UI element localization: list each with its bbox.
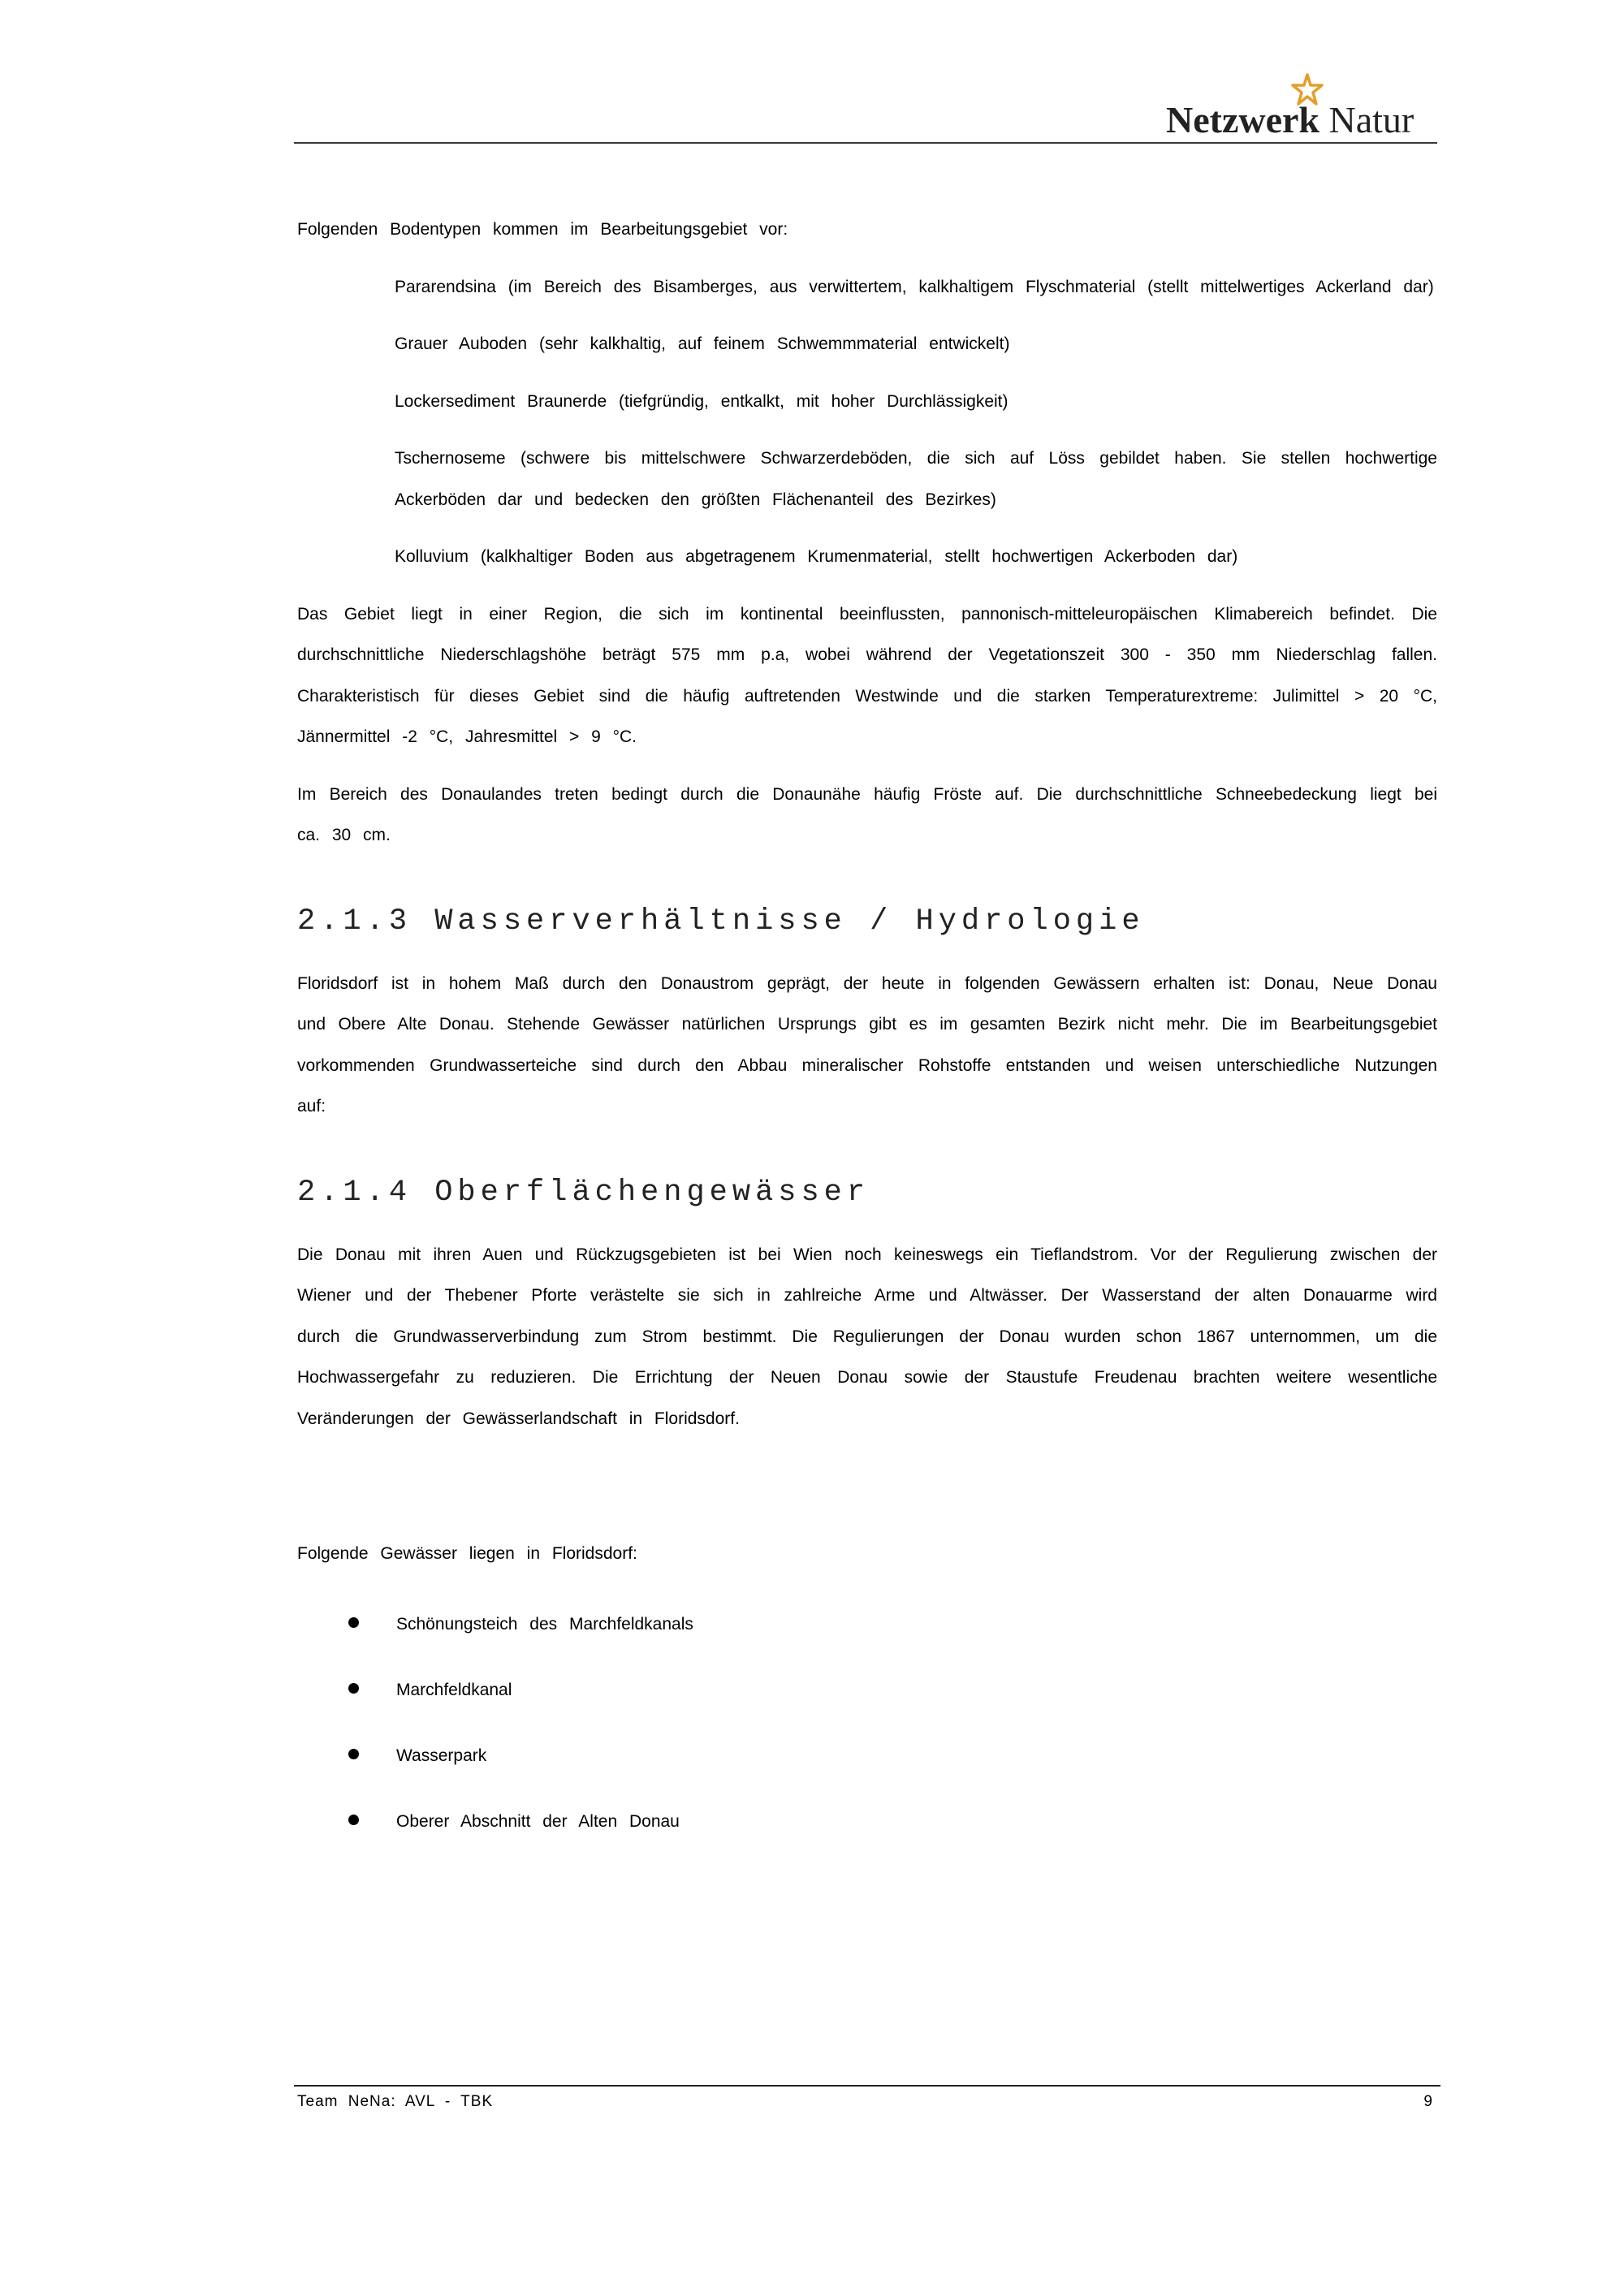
soil-type-item: Grauer Auboden (sehr kalkhaltig, auf feinem Schwemmmaterial entwickelt) (395, 334, 1010, 353)
header-divider (294, 142, 1437, 144)
list-item-label: Schönungsteich des Marchfeldkanals (396, 1614, 693, 1634)
page-header (294, 65, 1437, 144)
document-body (297, 209, 1437, 1854)
list-item-label: Marchfeldkanal (396, 1680, 512, 1699)
page-number: 9 (1423, 2093, 1432, 2110)
spacer (297, 1456, 1437, 1534)
section-heading-hydrologie: 2.1.3 Wasserverhältnisse / Hydrologie (297, 904, 1145, 939)
soil-type-item: Lockersediment Braunerde (tiefgründig, entkalkt, mit hoher Durchlässigkeit) (395, 391, 1009, 411)
oberflaechengewaesser-paragraph: Die Donau mit ihren Auen und Rückzugsgebieten ist bei Wien noch keineswegs ein Tieflandstrom. Vor der Regulierung zwischen der Wiener und der Thebener Pforte verästelte sie sich in zahlreiche Arme und Altwässer. Der Wasserstand der alten Donauarme wird durch die Grundwasserverbindung zum Strom bestimmt. Die Regulierungen der Donau wurden schon 1867 unternommen, um die Hochwassergefahr zu reduzieren. Die Errichtung der Neuen Donau sowie der Staustufe Freudenau brachten weitere wesentliche Veränderungen der Gewässerlandschaft in Floridsdorf. (297, 1245, 1437, 1428)
logo-wordmark (1166, 100, 1414, 140)
list-item (297, 1789, 1437, 1854)
bullet-icon (348, 1617, 359, 1628)
footer-divider (294, 2085, 1440, 2087)
list-item-label: Oberer Abschnitt der Alten Donau (396, 1811, 680, 1831)
climate-paragraph: Das Gebiet liegt in einer Region, die sich im kontinental beeinflussten, pannonisch-mitteleuropäischen Klimabereich befindet. Die durchschnittliche Niederschlagshöhe beträgt 575 mm p.a, wobei während der Vegetationszeit 300 - 350 mm Niederschlag fallen. Charakteristisch für dieses Gebiet sind die häufig auftretenden Westwinde und die starken Temperaturextreme: Julimittel > 20 °C, Jännermittel -2 °C, Jahresmittel > 9 °C. (297, 604, 1437, 746)
logo-text-bold: Netzwerk (1166, 99, 1320, 140)
netzwerk-natur-logo (1166, 71, 1426, 140)
bullet-icon (348, 1683, 359, 1694)
page-footer (294, 2085, 1440, 2117)
section-heading-oberflaechengewaesser: 2.1.4 Oberflächengewässer (297, 1175, 870, 1210)
waters-list-intro: Folgende Gewässer liegen in Floridsdorf: (297, 1544, 637, 1563)
list-item (297, 1657, 1437, 1723)
list-item (297, 1723, 1437, 1789)
bullet-icon (348, 1815, 359, 1825)
list-item-label: Wasserpark (396, 1746, 487, 1765)
footer-team-label: Team NeNa: AVL - TBK (297, 2093, 494, 2110)
soil-intro: Folgenden Bodentypen kommen im Bearbeitungsgebiet vor: (297, 220, 788, 239)
soil-type-item: Pararendsina (im Bereich des Bisamberges, aus verwittertem, kalkhaltigem Flyschmaterial (stellt mittelwertiges Ackerland dar) (395, 277, 1434, 296)
soil-type-item: Tschernoseme (schwere bis mittelschwere Schwarzerdeböden, die sich auf Löss gebildet haben. Sie stellen hochwertige Ackerböden dar und bedecken den größten Flächenanteil des Bezirkes) (395, 449, 1437, 509)
list-item (297, 1591, 1437, 1657)
bullet-icon (348, 1749, 359, 1759)
soil-type-item: Kolluvium (kalkhaltiger Boden aus abgetragenem Krumenmaterial, stellt hochwertigen Ackerboden dar) (395, 547, 1238, 566)
hydrologie-paragraph: Floridsdorf ist in hohem Maß durch den Donaustrom geprägt, der heute in folgenden Gewässern erhalten ist: Donau, Neue Donau und Obere Alte Donau. Stehende Gewässer natürlichen Ursprungs gibt es im gesamten Bezirk nicht mehr. Die im Bearbeitungsgebiet vorkommenden Grundwasserteiche sind durch den Abbau mineralischer Rohstoffe entstanden und weisen unterschiedliche Nutzungen auf: (297, 973, 1437, 1116)
logo-text-regular: Natur (1328, 99, 1415, 140)
frost-paragraph: Im Bereich des Donaulandes treten bedingt durch die Donaunähe häufig Fröste auf. Die durchschnittliche Schneebedeckung liegt bei ca. 30 cm. (297, 784, 1437, 844)
soil-types-list (297, 267, 1437, 578)
waters-list (297, 1591, 1437, 1854)
